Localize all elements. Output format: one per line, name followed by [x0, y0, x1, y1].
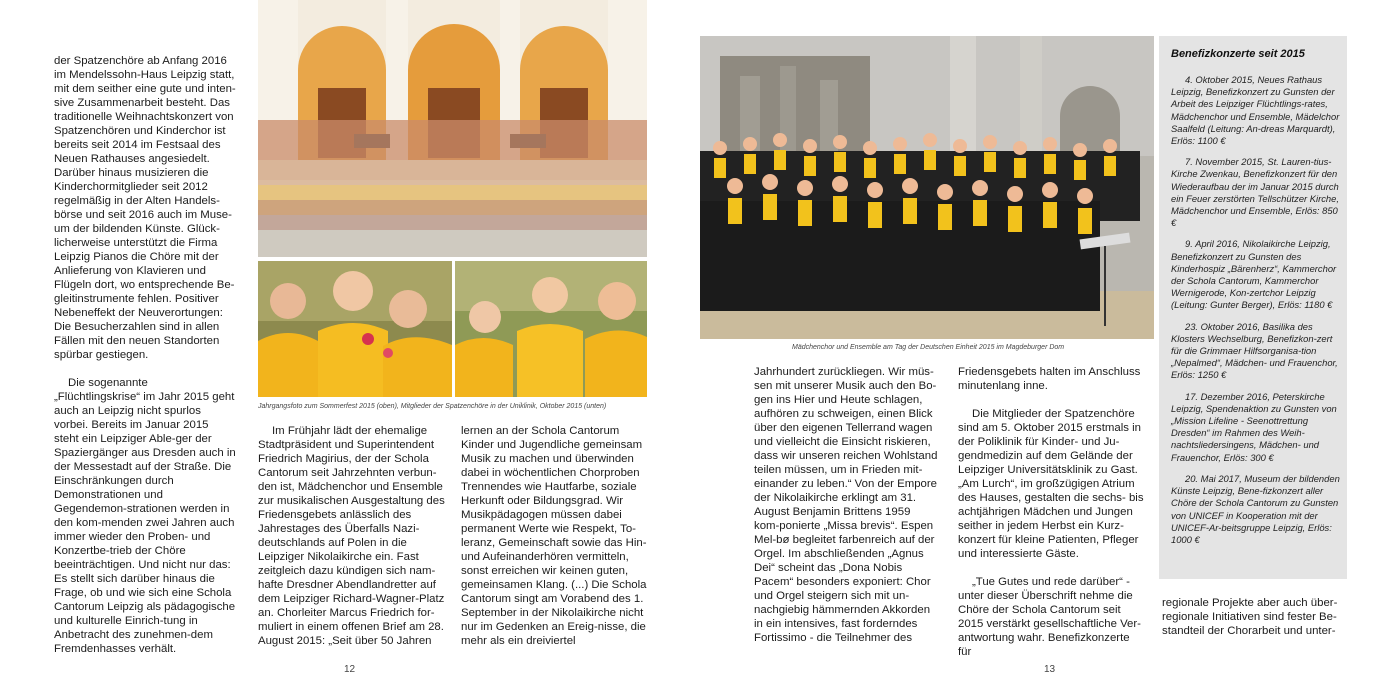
sidebar-list [1171, 74, 1343, 555]
list-item: 17. Dezember 2016, Peterskirche Leipzig, Spendenaktion zu Gunsten von „Mission Lifeline - Seenottrettung Dresden“ im Rahmen des Weih-nachtsliedersingens, Mädchen- und Frauenchor, Erlös: 300 € [1171, 390, 1337, 463]
left-col-2 [258, 424, 446, 648]
list-item: 9. April 2016, Nikolaikirche Leipzig, Benefizkonzert zu Gunsten des Kinderhospiz „Bärenherz“, Kammerchor der Schola Cantorum, Kammerchor Wernigerode, Kon-zertchor Leipzig (Leitung: Gunter Berger), Erlös: 1180 € [1171, 238, 1337, 311]
paragraph: „Tue Gutes und rede darüber“ - unter dieser Überschrift nehme die Chöre der Schola Cantorum seit 2015 verstärkt gesellschaftliche Ver-antwortung wahr. Benefizkonzerte für [958, 576, 1141, 658]
photo-caption: Mädchenchor und Ensemble am Tag der Deutschen Einheit 2015 im Magdeburger Dom [792, 344, 1065, 351]
right-col-2 [958, 365, 1144, 659]
children-photo [455, 261, 647, 397]
benefit-concerts-sidebar [1159, 36, 1347, 579]
photo-caption: Jahrgangsfoto zum Sommerfest 2015 (oben), Mitglieder der Spatzenchöre in der Uniklinik, Oktober 2015 (unten) [258, 403, 607, 410]
left-col-3 [461, 424, 647, 648]
paragraph: der Spatzenchöre ab Anfang 2016 im Mendelssohn-Haus Leipzig statt, mit dem seither eine gute und inten-sive Zusammenarbeit besteht. Das traditionelle Weihnachtskonzert von Spatzenchören und Kinderchor ist bereits seit 2014 im Festsaal des Neuen Rathauses angesiedelt. Darüber hinaus musizieren die Kinderchormitglieder seit 2012 regelmäßig in der Alten Handels-börse und seit 2016 auch im Muse-um der bildenden Künste. Glück-licherweise unterstützt die Firma Leipzig Pianos die Chöre mit der Anlieferung von Klavieren und Flügeln dort, wo entsprechende Be-gleitinstrumente fehlen. Positiver Nebeneffekt der Neuverortungen: Die Besucherzahlen sind in allen Fällen mit den neuen Standorten spürbar gestiegen. [54, 55, 236, 361]
paragraph: Jahrhundert zurückliegen. Wir müs-sen mit unserer Musik auch den Bo-gen ins Hier und Heute schlagen, aufhören zu schweigen, einen Blick über den eigenen Tellerrand wagen und vielleicht die Einsicht riskieren, dass wir unseren reichen Wohlstand teilen müssen, um in Frieden mit-einander zu leben.“ Von der Empore der Nikolaikirche erklingt am 31. August Benjamin Brittens 1959 kom-ponierte „Missa brevis“. Espen Mel-bø begleitet farbenreich auf der Orgel. Im abschließenden „Agnus Dei“ scheint das „Dona Nobis Pacem“ besonders exponiert: Chor und Orgel steigern sich mit un-nachgiebig hämmernden Akkorden in ein intensives, fast forderndes Fortissimo - die Teilnehmer des [754, 366, 938, 644]
page-number: 12 [344, 664, 356, 675]
paragraph: lernen an der Schola Cantorum Kinder und Jugendliche gemeinsam Musik zu machen und überwinden dabei in wöchentlichen Chorproben Trennendes wie Hautfarbe, soziale Herkunft oder Bildungsgrad. Wir Musikpädagogen müssen dabei permanent Werte wie Respekt, To-leranz, Gemeinschaft sowie das Hin- und Aufeinanderhören vermitteln, sonst erreichen wir keinen guten, gemeinsamen Klang. (...) Die Schola Cantorum singt am Vorabend des 1. September in der Nikolaikirche nicht nur im Gedenken an Ereig-nisse, die mehr als ein dreiviertel [461, 425, 647, 647]
right-col-3 [1162, 596, 1348, 638]
paragraph: Im Frühjahr lädt der ehemalige Stadtpräsident und Superintendent Friedrich Magirius, der der Schola Cantorum seit Jahrzehnten verbun-den ist, Mädchenchor und Ensemble zur musikalischen Ausgestaltung des Friedensgebets anlässlich des Jahrestages des Überfalls Nazi-deutschlands auf Polen in die Leipziger Nikolaikirche ein. Fast zeitgleich dazu kündigen sich nam-hafte Dresdner Abendlandretter auf dem Leipziger Richard-Wagner-Platz an. Chorleiter Marcus Friedrich for-muliert in einem offenen Brief am 28. August 2015: „Seit über 50 Jahren [258, 425, 445, 647]
left-col-1 [54, 54, 236, 656]
paragraph: Die sogenannte „Flüchtlingskrise“ im Jahr 2015 geht auch an Leipzig nicht spurlos vorbei. Bereits im Januar 2015 steht ein Leipziger Able-ger der Spaziergänger aus Dresden auch in der Messestadt auf der Straße. Die Einschränkungen durch Demonstrationen und Gegendemon-strationen werden in den kom-menden zwei Jahren auch immer wieder den Proben- und Konzertbe-trieb der Chöre beeinträchtigen. Und nicht nur das: Es stellt sich darüber hinaus die Frage, ob und wie sich eine Schola Cantorum Leipzig als pädagogische und kulturelle Einrich-tung in Anbetracht des zunehmen-dem Fremdenhasses verhält. [54, 377, 236, 655]
list-item: 20. Mai 2017, Museum der bildenden Künste Leipzig, Bene-fizkonzert aller Chöre der Schola Cantorum zu Gunsten von UNICEF in Kooperation mit der UNICEF-Ar-beitsgruppe Leipzig, Erlös: 1000 € [1171, 472, 1340, 545]
paragraph: Die Mitglieder der Spatzenchöre sind am 5. Oktober 2015 erstmals in der Poliklinik für Kinder- und Ju-gendmedizin auf dem Gelände der Leipziger Universitätsklinik zu Gast. „Am Lurch“, im großzügigen Atrium des Hauses, gestalten die sechs- bis achtjährigen Mädchen und Jungen seither in jedem Herbst ein Kurz-konzert für kleine Patienten, Pfleger und interessierte Gäste. [958, 408, 1144, 560]
group-photo [258, 0, 647, 257]
page-number: 13 [1044, 664, 1056, 675]
paragraph: regionale Projekte aber auch über-regionale Initiativen sind fester Be-standteil der Chorarbeit und unter- [1162, 597, 1338, 637]
list-item: 7. November 2015, St. Lauren-tius-Kirche Zwenkau, Benefizkonzert für den Wiederaufbau der im Januar 2015 durch ein Feuer zerstörten Tellschützer Kirche, Mädchenchor und Ensemble, Erlös: 850 € [1171, 156, 1339, 229]
sidebar-title: Benefizkonzerte seit 2015 [1171, 48, 1305, 60]
list-item: 4. Oktober 2015, Neues Rathaus Leipzig, Benefizkonzert zu Gunsten der Arbeit des Leipziger Flüchtlings-rates, Mädchenchor und Ensemble, Mädelchor Saalfeld (Leitung: An-dreas Marquardt), Erlös: 1100 € [1171, 74, 1340, 147]
choir-photo [700, 36, 1154, 339]
right-col-1 [754, 365, 938, 645]
children-photo [258, 261, 452, 397]
list-item: 23. Oktober 2016, Basilika des Klosters Wechselburg, Benefizkon-zert für die Grimmaer Hilfsorganisa-tion „Nepalmed“, Mädchen- und Frauenchor, Erlös: 1250 € [1171, 320, 1338, 381]
paragraph: Friedensgebets halten im Anschluss minutenlang inne. [958, 366, 1141, 392]
